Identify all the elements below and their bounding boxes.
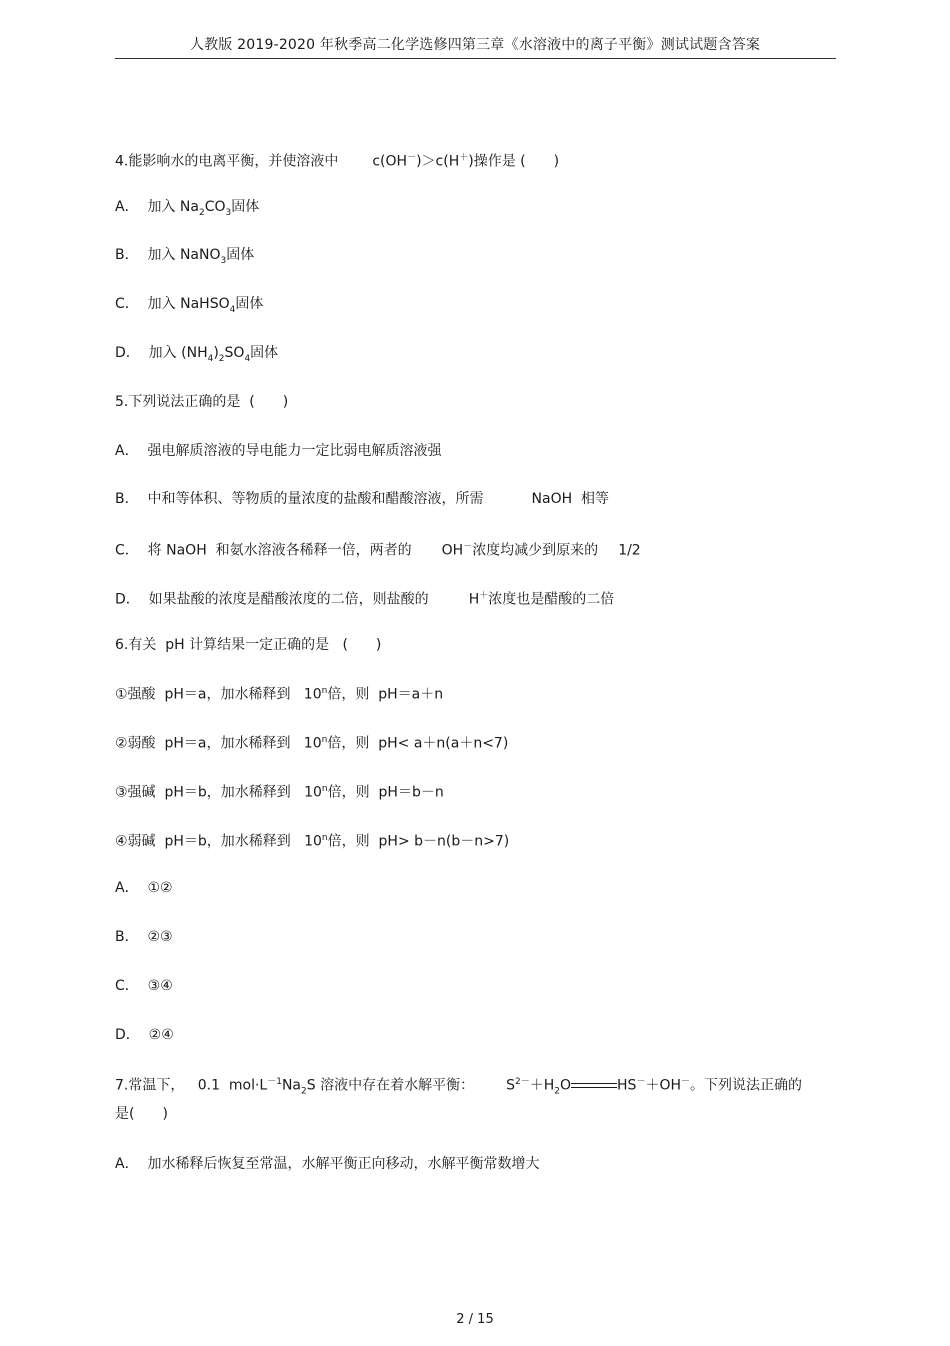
q5-stem: 5.下列说法正确的是 ( ) (115, 394, 289, 410)
q4-d-text: D． 加入 (NH (115, 345, 208, 361)
q4-oh: c(OH (372, 153, 408, 170)
q4-option-c (115, 295, 263, 319)
q4-c-text: C． 加入 NaHSO (115, 296, 230, 312)
q4-b-text: B． 加入 NaNO (115, 247, 221, 263)
q7-text3: 。下列说法正确的 (690, 1077, 803, 1094)
q4-h-charge: ＋ (459, 153, 469, 163)
q4-b-sub: 3 (220, 255, 227, 266)
q5-d-text2: 浓度也是醋酸的二倍 (488, 591, 615, 608)
q4-b-text2: 固体 (226, 247, 255, 263)
q6-option-c: C． ③④ (115, 978, 173, 994)
q6-i2-exp: n (321, 735, 328, 745)
q6-item-2 (115, 731, 508, 753)
q7-na-sub: 2 (301, 1086, 307, 1097)
q7-na: Na (281, 1077, 302, 1094)
q5-d-charge: ＋ (479, 591, 489, 601)
q7-h: ＋H (529, 1077, 555, 1094)
q6-i1-exp: n (321, 686, 328, 696)
q4-d-text4: 固体 (250, 345, 279, 361)
q5-option-b (115, 490, 609, 508)
q4-d-sub: 4 (207, 353, 214, 364)
q6-i3-text2: 倍，则 pH＝b－n (327, 784, 444, 801)
q4-d-text3: SO (224, 345, 245, 361)
q7-oh: ＋OH (645, 1077, 681, 1094)
q4-stem-text: 4.能影响水的电离平衡，并使溶液中 (115, 153, 339, 170)
q5-c-fraction: 1/2 (618, 542, 641, 559)
q7-hs-charge: － (636, 1077, 646, 1087)
q6-i1-text: ①强酸 pH＝a，加水稀释到 10 (115, 686, 322, 703)
q7-stem (115, 1073, 802, 1100)
q5-c-text: C． 将 NaOH 和氨水溶液各稀释一倍，两者的 (115, 542, 412, 559)
q6-i4-exp: n (321, 833, 328, 843)
q6-i2-text2: 倍，则 pH< a＋n(a＋n<7) (327, 735, 509, 752)
q6-i3-text: ③强碱 pH＝b，加水稀释到 10 (115, 784, 322, 801)
q4-option-b (115, 246, 254, 270)
q5-c-oh: OH (441, 542, 464, 559)
q6-option-a: A． ①② (115, 880, 173, 896)
q7-stem-line2: 是( ) (115, 1106, 168, 1122)
q7-text: 7.常温下， 0.1 mol·L (115, 1077, 268, 1094)
q5-c-text2: 浓度均减少到原来的 (472, 542, 599, 559)
q5-c-charge: － (463, 542, 473, 552)
q6-i4-text: ④弱碱 pH＝b，加水稀释到 10 (115, 833, 322, 850)
q4-a-sub: 2 (198, 207, 205, 218)
q4-c-sub: 4 (229, 304, 236, 315)
q7-s-charge: 2－ (514, 1077, 530, 1087)
q4-oh-charge: － (407, 153, 417, 163)
page-number: 2 / 15 (456, 1312, 494, 1327)
q7-hs: HS (617, 1077, 637, 1094)
q7-o: O (559, 1077, 572, 1094)
q4-d-text2: ) (213, 345, 219, 361)
q7-s: S (506, 1077, 515, 1094)
header-divider (115, 58, 836, 59)
q4-d-sub2: 2 (218, 353, 225, 364)
q5-option-a: A． 强电解质溶液的导电能力一定比弱电解质溶液强 (115, 443, 442, 459)
q7-h-sub: 2 (554, 1086, 560, 1097)
q4-a-text3: 固体 (231, 199, 260, 215)
q4-stem-end: )操作是 ( ) (468, 153, 560, 170)
q4-a-text2: CO (204, 199, 226, 215)
q4-c-text2: 固体 (235, 296, 264, 312)
q5-d-h: H (468, 591, 480, 608)
q5-option-c (115, 538, 641, 560)
q6-i2-text: ②弱酸 pH＝a，加水稀释到 10 (115, 735, 322, 752)
q4-a-text: A． 加入 Na (115, 199, 199, 215)
q7-unit-exp: －1 (267, 1077, 282, 1087)
q7-option-a: A． 加水稀释后恢复至常温，水解平衡正向移动，水解平衡常数增大 (115, 1156, 540, 1172)
q7-text2: S 溶液中存在着水解平衡： (306, 1077, 475, 1094)
page-header: 人教版 2019-2020 年秋季高二化学选修四第三章《水溶液中的离子平衡》测试试题含答案 (189, 37, 761, 53)
q4-a-sub2: 3 (225, 207, 232, 218)
q6-item-3 (115, 780, 444, 802)
q6-i3-exp: n (321, 784, 328, 794)
q6-item-1 (115, 682, 443, 704)
q5-option-d (115, 587, 614, 609)
q6-stem: 6.有关 pH 计算结果一定正确的是 ( ) (115, 637, 382, 653)
q5-b-text: B． 中和等体积、等物质的量浓度的盐酸和醋酸溶液，所需 (115, 491, 484, 507)
q4-option-a (115, 198, 259, 222)
q5-d-text: D． 如果盐酸的浓度是醋酸浓度的二倍，则盐酸的 (115, 591, 429, 608)
equilibrium-arrow-icon (571, 1081, 617, 1091)
q6-option-d: D． ②④ (115, 1027, 174, 1043)
q6-item-4 (115, 829, 509, 851)
q5-b-text2: NaOH 相等 (531, 491, 610, 507)
q4-d-sub3: 4 (244, 353, 251, 364)
q7-oh-charge: － (681, 1077, 691, 1087)
q6-i4-text2: 倍，则 pH> b－n(b－n>7) (327, 833, 510, 850)
q6-option-b: B． ②③ (115, 929, 173, 945)
q4-h: )＞c(H (416, 153, 460, 170)
q4-stem (115, 149, 559, 171)
q6-i1-text2: 倍，则 pH＝a＋n (327, 686, 444, 703)
q4-option-d (115, 344, 278, 368)
